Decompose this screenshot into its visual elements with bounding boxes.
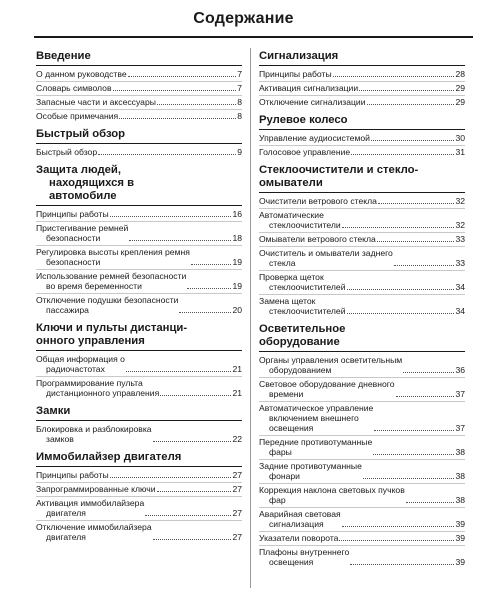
toc-section <box>259 114 465 159</box>
toc-entry-label <box>259 485 405 505</box>
toc-entry-line: Голосовое управление <box>259 147 351 157</box>
dot-leader <box>363 478 455 479</box>
toc-entry-line: Световое оборудование дневного <box>259 379 395 389</box>
dot-leader <box>406 502 455 503</box>
toc-page-number: 9 <box>237 147 242 157</box>
toc-page-number: 37 <box>455 389 465 399</box>
toc-entry[interactable] <box>259 82 465 96</box>
dot-leader <box>374 430 454 431</box>
dot-leader <box>128 76 237 77</box>
toc-entry-line: фонари <box>269 471 300 481</box>
toc-entry-line: Принципы работы <box>36 470 109 480</box>
dot-leader <box>179 312 231 313</box>
toc-entry[interactable] <box>259 532 465 546</box>
dot-leader <box>187 288 231 289</box>
dot-leader <box>333 76 455 77</box>
toc-entry[interactable] <box>36 377 242 400</box>
toc-entry-line: пассажира <box>46 305 89 315</box>
dot-leader <box>367 104 455 105</box>
toc-entry-line: О данном руководстве <box>36 69 127 79</box>
toc-entry-line: фары <box>269 447 292 457</box>
toc-entry-line: включением внешнего <box>269 413 359 423</box>
toc-entry-label <box>36 522 152 542</box>
toc-entry-label <box>36 354 125 374</box>
section-title-line: Быстрый обзор <box>36 128 126 140</box>
dot-leader <box>347 313 455 314</box>
dot-leader <box>129 240 231 241</box>
toc-entry-line: Омыватели ветрового стекла <box>259 234 376 244</box>
toc-entry-label <box>259 509 341 529</box>
section-title-line: Ключи и пульты дистанци- <box>36 322 188 334</box>
toc-page-number: 21 <box>232 364 242 374</box>
section-title-line: Иммобилайзер двигателя <box>36 451 182 463</box>
toc-entry-label <box>36 378 159 398</box>
dot-leader <box>403 372 454 373</box>
toc-entry[interactable] <box>36 68 242 82</box>
section-title-line: Замки <box>36 405 71 417</box>
toc-entry-line: Органы управления осветительным <box>259 355 403 365</box>
section-title <box>259 164 465 193</box>
toc-entry-line: стекла <box>269 258 296 268</box>
toc-entry-label <box>36 111 118 121</box>
section-title-line: оборудование <box>259 336 340 348</box>
toc-page-number: 18 <box>232 233 242 243</box>
toc-entry-line: стеклоочистители <box>269 220 341 230</box>
toc-entry[interactable] <box>259 484 465 508</box>
toc-entry-label <box>259 403 373 433</box>
dot-leader <box>378 203 455 204</box>
dot-leader <box>153 539 232 540</box>
toc-page-number: 31 <box>455 147 465 157</box>
toc-entry-label <box>259 147 350 157</box>
section-title-line: онного управления <box>36 335 145 347</box>
toc-entry-line: Управление аудиосистемой <box>259 133 370 143</box>
toc-page-number: 33 <box>455 234 465 244</box>
title-rule <box>34 36 473 38</box>
page-title: Содержание <box>193 10 294 27</box>
toc-entry[interactable] <box>259 68 465 82</box>
toc-entry-label <box>259 547 349 567</box>
dot-leader <box>145 515 231 516</box>
toc-entry-label <box>36 223 128 243</box>
section-title <box>36 451 242 467</box>
toc-entry-label <box>36 147 97 157</box>
toc-entry[interactable] <box>259 233 465 247</box>
section-title-line: Осветительное <box>259 323 346 335</box>
toc-page-number: 39 <box>455 533 465 543</box>
toc-page-number: 38 <box>455 495 465 505</box>
dot-leader <box>377 241 455 242</box>
toc-entry-line: Общая информация о <box>36 354 125 364</box>
toc-entry-line: сигнализация <box>269 519 324 529</box>
toc-entry-line: Активация сигнализации <box>259 83 359 93</box>
toc-entry-line: Словарь символов <box>36 83 112 93</box>
toc-page-number: 27 <box>232 470 242 480</box>
toc-entry-line: Запасные части и аксессуары <box>36 97 156 107</box>
toc-entry-line: Регулировка высоты крепления ремня <box>36 247 190 257</box>
toc-entry-line: Пристегивание ремней <box>36 223 129 233</box>
toc-entry-label <box>259 437 372 457</box>
dot-leader <box>359 90 454 91</box>
toc-entry-label <box>259 234 376 244</box>
toc-page-number: 8 <box>237 111 242 121</box>
section-title <box>36 128 242 144</box>
toc-entry[interactable] <box>36 208 242 222</box>
dot-leader <box>342 227 455 228</box>
toc-entry[interactable] <box>36 270 242 294</box>
toc-entry[interactable] <box>259 195 465 209</box>
toc-page-number: 27 <box>232 532 242 542</box>
dot-leader <box>371 140 454 141</box>
toc-page-number: 21 <box>232 388 242 398</box>
toc-entry[interactable] <box>36 246 242 270</box>
toc-entry[interactable] <box>259 436 465 460</box>
toc-entry-label <box>259 379 395 399</box>
toc-left-column <box>36 50 242 549</box>
toc-entry[interactable] <box>259 295 465 318</box>
toc-entry[interactable] <box>259 209 465 233</box>
dot-leader <box>98 154 236 155</box>
toc-page-number: 38 <box>455 471 465 481</box>
toc-page-number: 32 <box>455 196 465 206</box>
toc-entry-line: Указатели поворота <box>259 533 339 543</box>
toc-page-number: 19 <box>232 257 242 267</box>
toc-page-number: 27 <box>232 508 242 518</box>
toc-entry-label <box>36 295 178 315</box>
toc-page-number: 7 <box>237 83 242 93</box>
toc-entry[interactable] <box>259 460 465 484</box>
toc-page-number: 22 <box>232 434 242 444</box>
toc-entry-line: Коррекция наклона световых пучков <box>259 485 405 495</box>
toc-entry-label <box>259 461 362 481</box>
dot-leader <box>373 454 454 455</box>
toc-page-number: 39 <box>455 557 465 567</box>
section-title-line: Введение <box>36 50 91 62</box>
toc-entry[interactable] <box>259 546 465 569</box>
toc-entry-line: Аварийная световая <box>259 509 341 519</box>
section-title <box>36 322 242 351</box>
dot-leader <box>110 477 232 478</box>
section-title-line: Рулевое колесо <box>259 114 348 126</box>
toc-entry-line: Принципы работы <box>259 69 332 79</box>
toc-entry-label <box>259 69 332 79</box>
toc-entry-label <box>36 97 156 107</box>
toc-entry[interactable] <box>36 497 242 521</box>
toc-entry-label <box>36 247 190 267</box>
toc-page-number: 38 <box>455 447 465 457</box>
section-title <box>36 164 242 206</box>
toc-entry-line: безопасности <box>46 257 101 267</box>
toc-entry-line: Автоматическое управление <box>259 403 374 413</box>
toc-page-number: 7 <box>237 69 242 79</box>
dot-leader <box>342 526 455 527</box>
toc-entry[interactable] <box>259 402 465 436</box>
toc-entry[interactable] <box>36 82 242 96</box>
toc-entry-line: Плафоны внутреннего <box>259 547 350 557</box>
toc-page-number: 30 <box>455 133 465 143</box>
dot-leader <box>126 371 232 372</box>
toc-section <box>36 322 242 400</box>
dot-leader <box>339 540 454 541</box>
toc-entry-line: Отключение подушки безопасности <box>36 295 179 305</box>
toc-entry-label <box>36 83 112 93</box>
section-title-line: находящихся в <box>49 177 135 189</box>
toc-entry-line: Отключение иммобилайзера <box>36 522 152 532</box>
toc-entry[interactable] <box>259 247 465 271</box>
toc-page-number: 8 <box>237 97 242 107</box>
toc-entry[interactable] <box>36 469 242 483</box>
toc-entry-line: Активация иммобилайзера <box>36 498 145 508</box>
toc-entry[interactable] <box>36 222 242 246</box>
toc-entry[interactable] <box>36 423 242 446</box>
dot-leader <box>157 104 236 105</box>
toc-entry-label <box>259 97 366 107</box>
toc-page-number: 34 <box>455 282 465 292</box>
section-title-line: Сигнализация <box>259 50 339 62</box>
toc-entry-line: Автоматические <box>259 210 324 220</box>
toc-entry-line: Принципы работы <box>36 209 109 219</box>
toc-section <box>36 128 242 159</box>
dot-leader <box>347 289 455 290</box>
section-title-line: Защита людей, <box>36 164 122 176</box>
toc-page-number: 32 <box>455 220 465 230</box>
toc-entry-line: стеклоочистителей <box>269 282 346 292</box>
dot-leader <box>119 118 236 119</box>
toc-entry-line: Проверка щеток <box>259 272 324 282</box>
toc-page-number: 39 <box>455 519 465 529</box>
section-title-line: автомобиле <box>49 190 117 202</box>
dot-leader <box>153 441 232 442</box>
toc-entry[interactable] <box>259 508 465 532</box>
toc-page-number: 37 <box>455 423 465 433</box>
toc-entry-line: Очиститель и омыватели заднего <box>259 248 393 258</box>
toc-entry[interactable] <box>259 354 465 378</box>
toc-entry-line: Передние противотуманные <box>259 437 373 447</box>
toc-entry-line: Замена щеток <box>259 296 316 306</box>
toc-page-number: 29 <box>455 83 465 93</box>
toc-section <box>36 50 242 123</box>
toc-entry-line: двигателя <box>46 508 86 518</box>
toc-section <box>36 164 242 317</box>
toc-page-number: 19 <box>232 281 242 291</box>
toc-entry-line: времени <box>269 389 304 399</box>
toc-entry-line: радиочастотах <box>46 364 105 374</box>
toc-entry-label <box>36 484 156 494</box>
column-divider <box>250 48 251 588</box>
toc-entry[interactable] <box>36 521 242 544</box>
toc-section <box>259 323 465 569</box>
toc-entry[interactable] <box>259 146 465 159</box>
toc-section <box>36 451 242 544</box>
toc-entry-line: Отключение сигнализации <box>259 97 366 107</box>
toc-page-number: 34 <box>455 306 465 316</box>
toc-entry[interactable] <box>36 110 242 123</box>
toc-page-number: 28 <box>455 69 465 79</box>
dot-leader <box>110 216 232 217</box>
dot-leader <box>160 395 231 396</box>
toc-page-number: 33 <box>455 258 465 268</box>
toc-entry-label <box>259 248 393 268</box>
dot-leader <box>113 90 237 91</box>
section-title <box>36 50 242 66</box>
toc-section <box>259 164 465 318</box>
toc-entry-label <box>36 209 109 219</box>
toc-entry-line: во время беременности <box>46 281 142 291</box>
toc-entry[interactable] <box>259 132 465 146</box>
toc-entry-line: стеклоочистителей <box>269 306 346 316</box>
dot-leader <box>351 154 454 155</box>
section-title <box>259 50 465 66</box>
toc-entry-line: Быстрый обзор <box>36 147 98 157</box>
toc-entry-label <box>36 69 127 79</box>
toc-entry-line: оборудованием <box>269 365 332 375</box>
toc-section <box>36 405 242 446</box>
toc-entry-line: освещения <box>269 557 314 567</box>
toc-entry-line: двигателя <box>46 532 86 542</box>
dot-leader <box>191 264 232 265</box>
toc-entry-label <box>259 296 346 316</box>
toc-entry-line: дистанционного управления <box>46 388 160 398</box>
toc-entry[interactable] <box>36 96 242 110</box>
toc-entry[interactable] <box>36 483 242 497</box>
toc-entry[interactable] <box>36 353 242 377</box>
toc-entry-label <box>259 210 341 230</box>
section-title-line: Стеклоочистители и стекло- <box>259 164 419 176</box>
toc-entry-label <box>36 470 109 480</box>
toc-entry[interactable] <box>36 294 242 317</box>
toc-entry[interactable] <box>259 271 465 295</box>
toc-page-number: 16 <box>232 209 242 219</box>
section-title-line: омыватели <box>259 177 323 189</box>
toc-entry-line: Задние противотуманные <box>259 461 362 471</box>
toc-entry-label <box>259 272 346 292</box>
toc-entry-label <box>259 196 377 206</box>
toc-entry[interactable] <box>36 146 242 159</box>
toc-page-number: 27 <box>232 484 242 494</box>
toc-entry-line: Очистители ветрового стекла <box>259 196 377 206</box>
toc-section <box>259 50 465 109</box>
toc-entry-line: Программирование пульта <box>36 378 143 388</box>
toc-entry-line: Блокировка и разблокировка <box>36 424 152 434</box>
toc-right-column <box>259 50 465 574</box>
section-title <box>36 405 242 421</box>
toc-entry-label <box>259 533 338 543</box>
toc-entry-label <box>36 271 186 291</box>
toc-entry-label <box>259 83 358 93</box>
toc-entry-line: замков <box>46 434 74 444</box>
toc-entry-label <box>259 355 402 375</box>
dot-leader <box>157 491 232 492</box>
toc-entry-line: Использование ремней безопасности <box>36 271 187 281</box>
dot-leader <box>350 564 454 565</box>
dot-leader <box>394 265 455 266</box>
dot-leader <box>396 396 455 397</box>
toc-entry-line: фар <box>269 495 286 505</box>
toc-page-number: 29 <box>455 97 465 107</box>
toc-entry-label <box>259 133 370 143</box>
toc-entry[interactable] <box>259 96 465 109</box>
toc-entry-line: безопасности <box>46 233 101 243</box>
toc-entry-line: Особые примечания <box>36 111 119 121</box>
section-title <box>259 323 465 352</box>
toc-entry-label <box>36 424 152 444</box>
toc-entry-line: Запрограммированные ключи <box>36 484 156 494</box>
toc-page-number: 20 <box>232 305 242 315</box>
section-title <box>259 114 465 130</box>
toc-entry-label <box>36 498 144 518</box>
toc-page-number: 36 <box>455 365 465 375</box>
toc-entry-line: освещения <box>269 423 314 433</box>
toc-entry[interactable] <box>259 378 465 402</box>
